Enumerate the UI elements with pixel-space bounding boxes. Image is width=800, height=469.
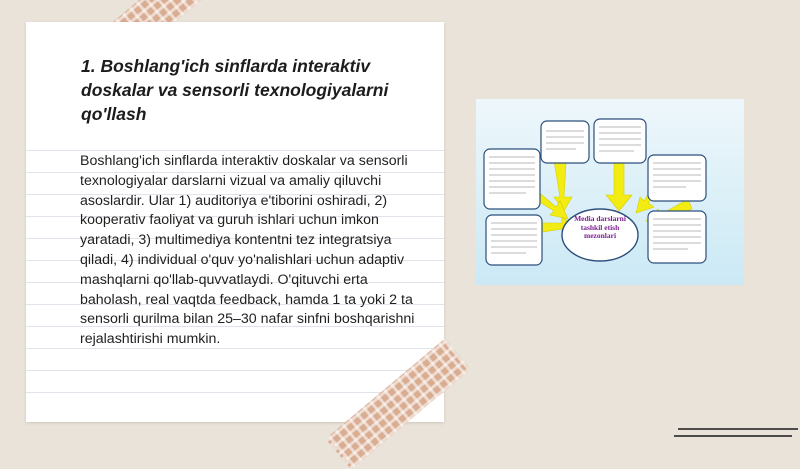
- diagram-arrow: [606, 159, 632, 211]
- slide-body-text: Boshlang'ich sinflarda interaktiv doskalar va sensorli texnologiyalar darslarni vizual va amaliy qiluvchi asoslardir. Ular 1) auditoriya e'tiborini oshiradi, 2) kooperativ faoliyat va guruh ishlari uchun imkon yaratadi, 3) multimediya kontentni tez integratsiya qiladi, 4) individual o'quv yo'nalishlari uchun adaptiv mashqlarni qo'llab-quvvatlaydi. O'qituvchi erta baholash, real vaqtda feedback, hamda 1 ta yoki 2 ta sensorli qurilma bilan 25–30 nafar sinfni boshqarishni rejalashtirishi mumkin.: [80, 153, 415, 348]
- diagram-box: [541, 121, 589, 163]
- diagram-box: [648, 155, 706, 201]
- diagram-arrow: [554, 161, 572, 211]
- paper-rule: [26, 150, 444, 151]
- slide-title: 1. Boshlang'ich sinflarda interaktiv doskalar va sensorli texnologiyalarni qo'llash: [81, 56, 389, 124]
- diagram-box: [594, 119, 646, 163]
- media-criteria-diagram: [476, 99, 744, 285]
- diagram-box: [484, 149, 540, 209]
- decorative-lines: [674, 426, 800, 446]
- diagram-center-label: Media darslarni tashkil etish mezonlari: [574, 215, 626, 240]
- diagram-image: [476, 99, 744, 285]
- paper-rule: [26, 370, 444, 371]
- diagram-box: [486, 215, 542, 265]
